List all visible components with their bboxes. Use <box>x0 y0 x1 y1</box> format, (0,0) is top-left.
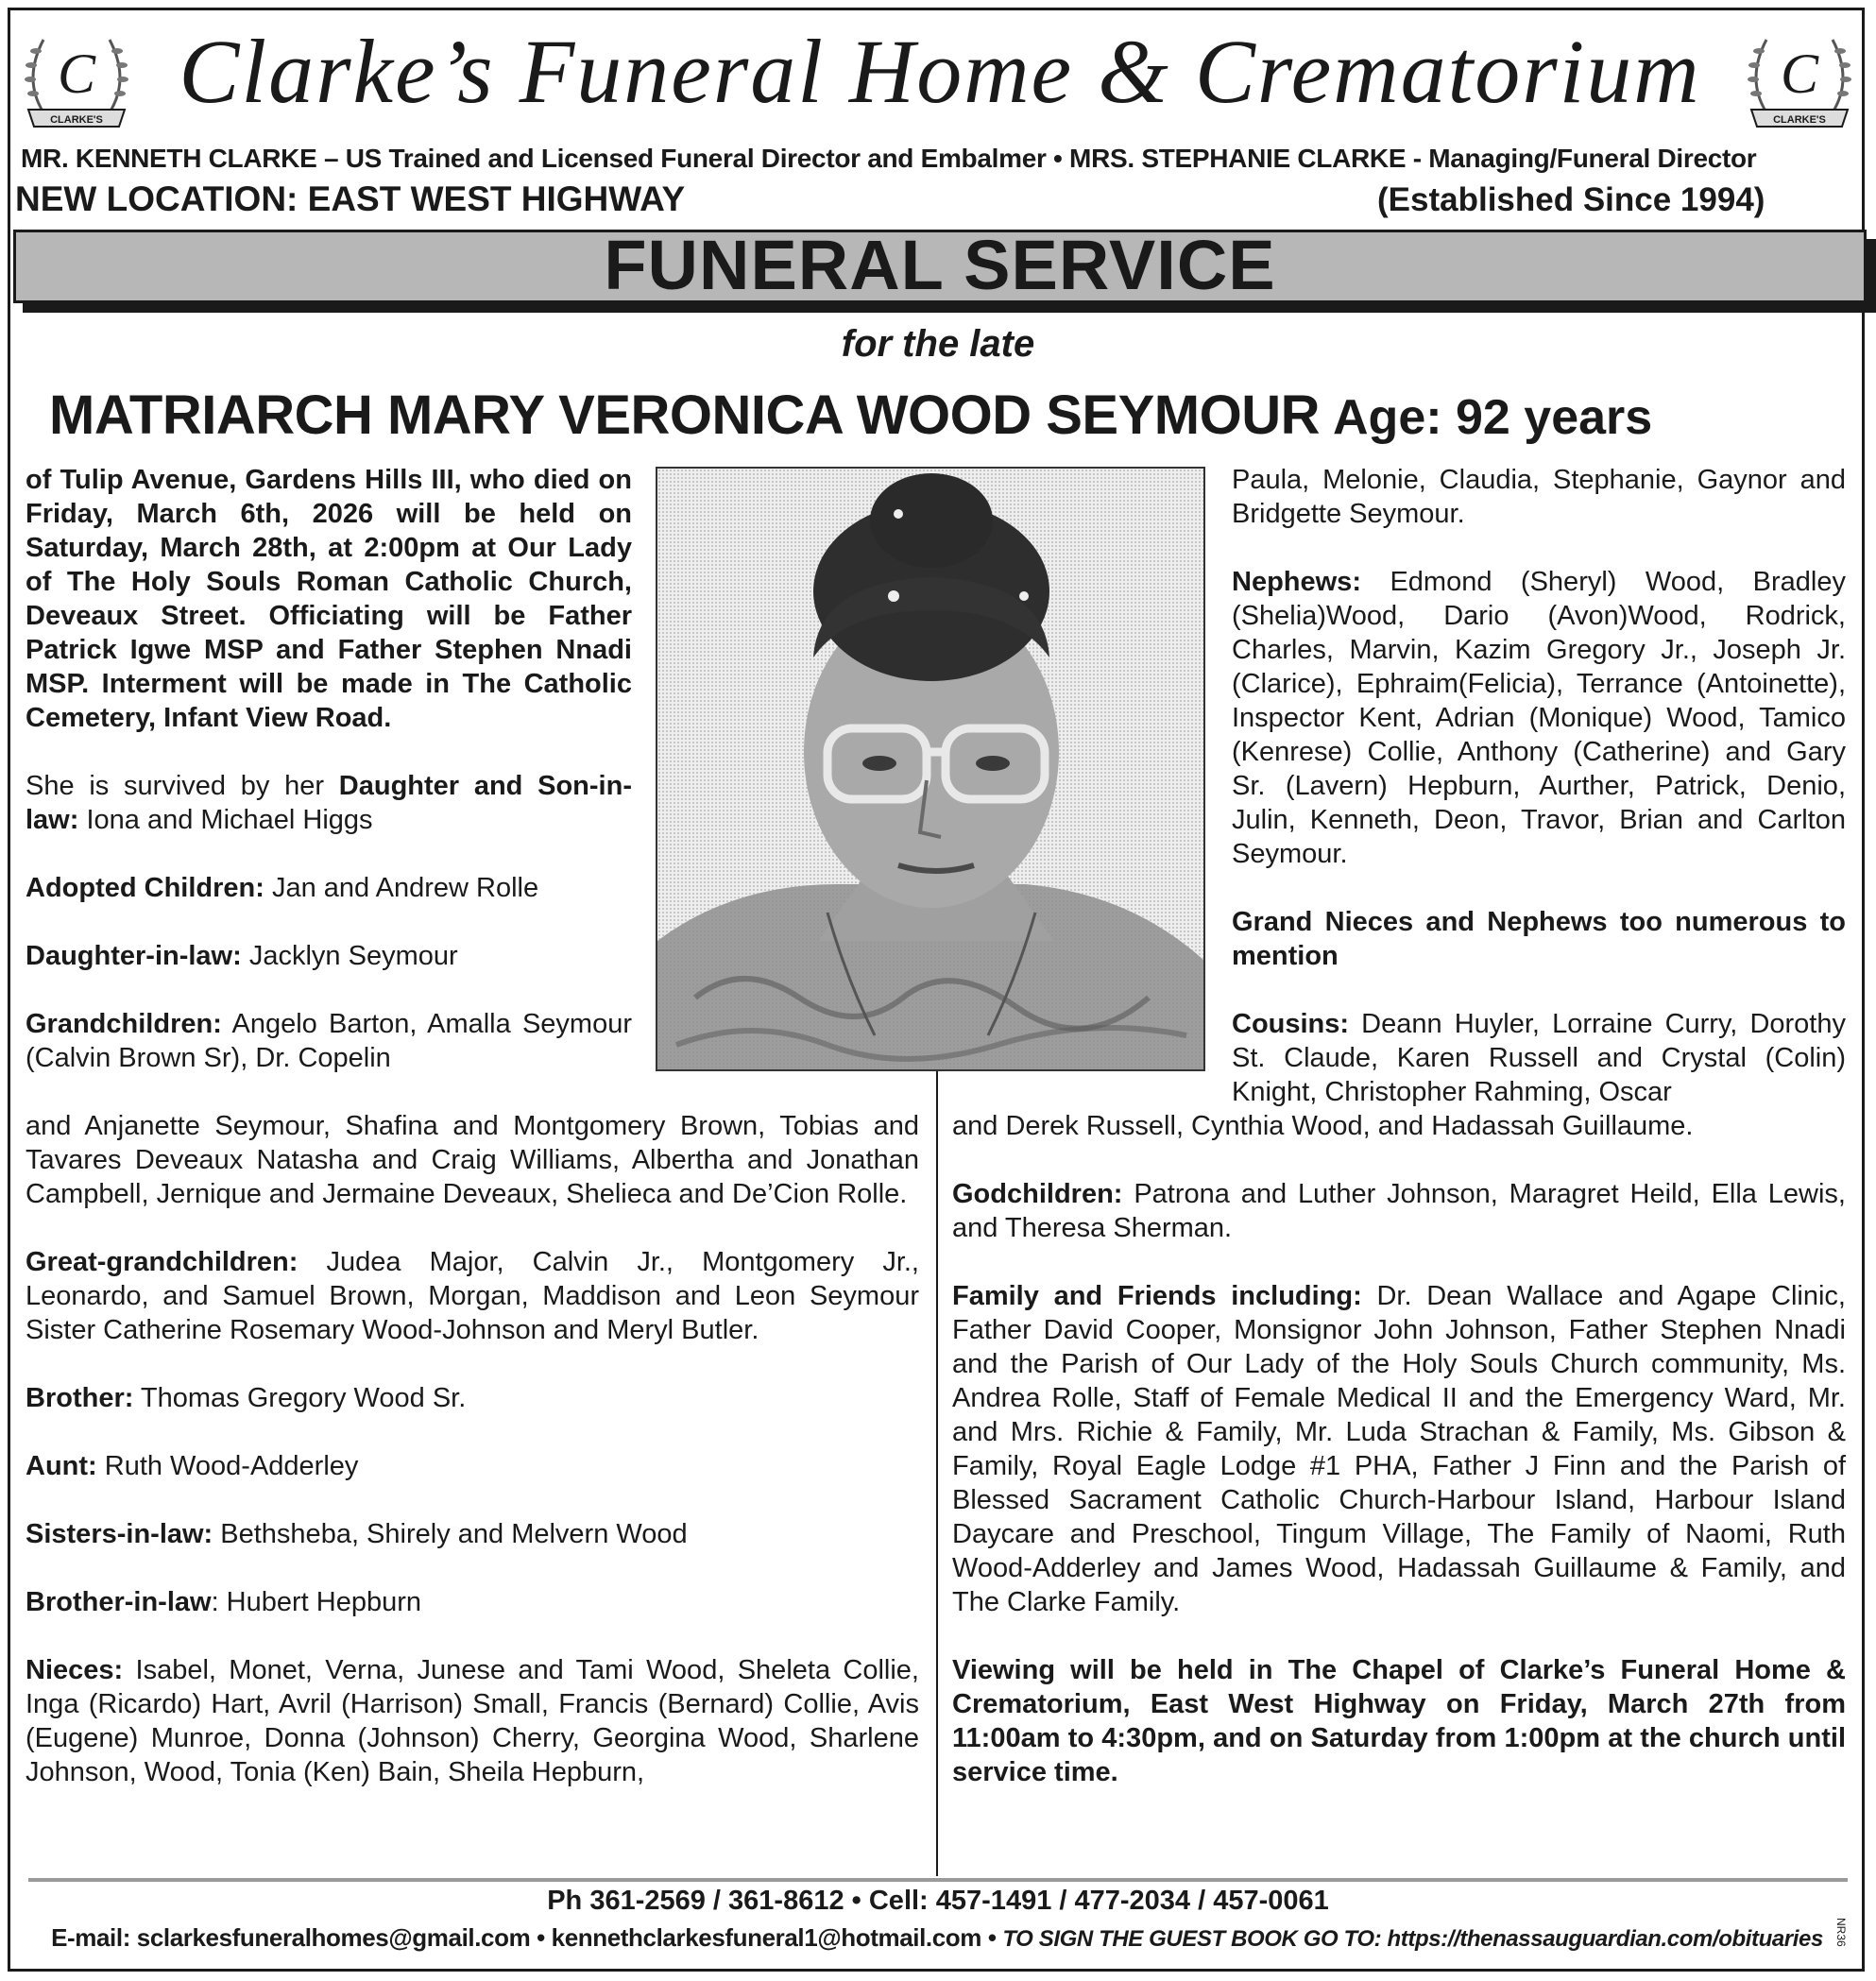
svg-text:CLARKE'S: CLARKE'S <box>1773 114 1826 126</box>
survived-by: She is survived by her Daughter and Son-in-law: Iona and Michael Higgs <box>26 771 632 835</box>
nephews: Nephews: Edmond (Sheryl) Wood, Bradley (Shelia)Wood, Dario (Avon)Wood, Rodrick, Charles, Marvin, Kazim Gregory Jr., Joseph Jr. (Clarice), Ephraim(Felicia), Terrance (Antoinette), Inspector Kent, Adrian (Monique) Wood, Tamico (Kenrese) Collie, Anthony (Catherine) and Gary Sr. (Lavern) Hepburn, Aurther, Patrick, Denio, Julin, Kenneth, Deon, Travor, Brian and Carlton Seymour. <box>1232 567 1846 869</box>
left-column-bottom <box>26 1109 919 1823</box>
portrait-photo <box>656 467 1205 1071</box>
clarkes-logo-left <box>15 23 138 136</box>
grand-nieces-nephews: Grand Nieces and Nephews too numerous to mention <box>1232 907 1846 971</box>
clarkes-logo-right <box>1738 23 1861 136</box>
aunt: Aunt: Ruth Wood-Adderley <box>26 1451 359 1481</box>
adopted-children: Adopted Children: Jan and Andrew Rolle <box>26 873 539 903</box>
brother: Brother: Thomas Gregory Wood Sr. <box>26 1383 467 1413</box>
deceased-heading <box>49 380 1652 466</box>
daughter-names: Iona and Michael Higgs <box>78 805 373 835</box>
grandchildren-continued: and Anjanette Seymour, Shafina and Montgomery Brown, Tobias and Tavares Deveaux Natasha and Craig Williams, Albertha and Jonathan Campbell, Jernique and Jermaine Deveaux, Shelieca and De’Cion Rolle. <box>26 1111 919 1209</box>
directors-line: MR. KENNETH CLARKE – US Trained and Licensed Funeral Director and Embalmer • MRS. STEPHANIE CLARKE - Managing/Funeral Director <box>21 144 1757 173</box>
banner-title: FUNERAL SERVICE <box>604 226 1276 304</box>
ad-code: NR36 <box>1834 1918 1848 1947</box>
deceased-name: MATRIARCH MARY VERONICA WOOD SEYMOUR <box>49 384 1320 446</box>
svg-text:CLARKE'S: CLARKE'S <box>50 114 103 126</box>
svg-text:C: C <box>1780 43 1819 105</box>
right-column-bottom <box>952 1109 1846 1823</box>
phone-numbers: Ph 361-2569 / 361-8612 • Cell: 457-1491 / 477-2034 / 457-0061 <box>547 1886 1329 1916</box>
column-divider <box>936 1071 938 1876</box>
footer-rule <box>28 1878 1848 1882</box>
nieces: Nieces: Isabel, Monet, Verna, Junese and Tami Wood, Sheleta Collie, Inga (Ricardo) Hart, Avril (Harrison) Small, Francis (Bernard) Collie, Avis (Eugene) Munroe, Donna (Johnson) Cherry, Georgina Wood, Sharlene Johnson, Wood, Tonia (Ken) Bain, Sheila Hepburn, <box>26 1655 919 1787</box>
sisters-in-law: Sisters-in-law: Bethsheba, Shirely and Melvern Wood <box>26 1519 688 1549</box>
for-the-late: for the late <box>841 323 1035 365</box>
service-details: of Tulip Avenue, Gardens Hills III, who died on Friday, March 6th, 2026 will be held on Saturday, March 28th, at 2:00pm at Our Lady of The Holy Souls Roman Catholic Church, Deveaux Street. Officiating will be Father Patrick Igwe MSP and Father Stephen Nnadi MSP. Interment will be made in The Catholic Cemetery, Infant View Road. <box>26 465 632 733</box>
daughter-in-law: Daughter-in-law: Jacklyn Seymour <box>26 941 458 971</box>
funeral-home-name: Clarke’s Funeral Home & Crematorium <box>179 21 1701 122</box>
email-addresses: E-mail: sclarkesfuneralhomes@gmail.com • kennethclarkesfuneral1@hotmail.com • <box>51 1923 1003 1952</box>
left-column-top <box>26 463 632 1109</box>
svg-text:C: C <box>57 43 96 105</box>
brother-in-law: Brother-in-law: Hubert Hepburn <box>26 1587 422 1617</box>
contact-emails <box>21 1923 1853 1953</box>
established-line: (Established Since 1994) <box>1377 181 1765 218</box>
godchildren: Godchildren: Patrona and Luther Johnson, Maragret Heild, Ella Lewis, and Theresa Sherman. <box>952 1179 1846 1243</box>
great-grandchildren: Great-grandchildren: Judea Major, Calvin Jr., Montgomery Jr., Leonardo, and Samuel Brown, Morgan, Maddison and Leon Seymour Sister Catherine Rosemary Wood-Johnson and Meryl Butler. <box>26 1247 919 1345</box>
location-line: NEW LOCATION: EAST WEST HIGHWAY <box>15 179 686 218</box>
cousins-start: Cousins: Deann Huyler, Lorraine Curry, Dorothy St. Claude, Karen Russell and Crystal (Colin) Knight, Christopher Rahming, Oscar <box>1232 1009 1846 1107</box>
viewing-details: Viewing will be held in The Chapel of Clarke’s Funeral Home & Crematorium, East West Highway on Friday, March 27th from 11:00am to 4:30pm, and on Saturday from 1:00pm at the church until service time. <box>952 1655 1846 1787</box>
deceased-age: Age: 92 years <box>1333 390 1653 445</box>
guest-book-link[interactable]: TO SIGN THE GUEST BOOK GO TO: https://thenassauguardian.com/obituaries <box>1002 1926 1823 1952</box>
grandchildren-start: Grandchildren: Angelo Barton, Amalla Seymour (Calvin Brown Sr), Dr. Copelin <box>26 1009 632 1073</box>
family-and-friends: Family and Friends including: Dr. Dean Wallace and Agape Clinic, Father David Cooper, Monsignor John Johnson, Father Stephen Nnadi and the Parish of Our Lady of the Holy Souls Church community, Ms. Andrea Rolle, Staff of Female Medical II and the Emergency Ward, Mr. and Mrs. Richie & Family, Mr. Luda Strachan & Family, Ms. Gibson & Family, Royal Eagle Lodge #1 PHA, Father J Finn and the Parish of Blessed Sacrament Catholic Church-Harbour Island, Harbour Island Daycare and Preschool, Tingum Village, The Family of Naomi, Ruth Wood-Adderley and James Wood, Hadassah Guillaume & Family, and The Clarke Family. <box>952 1281 1846 1617</box>
daughter-label: Daughter and Son-in-law: <box>26 771 632 835</box>
cousins-continued: and Derek Russell, Cynthia Wood, and Hadassah Guillaume. <box>952 1111 1694 1141</box>
nieces-continued: Paula, Melonie, Claudia, Stephanie, Gaynor and Bridgette Seymour. <box>1232 465 1846 529</box>
right-column-top <box>1232 463 1846 1143</box>
portrait-image <box>657 469 1203 1069</box>
